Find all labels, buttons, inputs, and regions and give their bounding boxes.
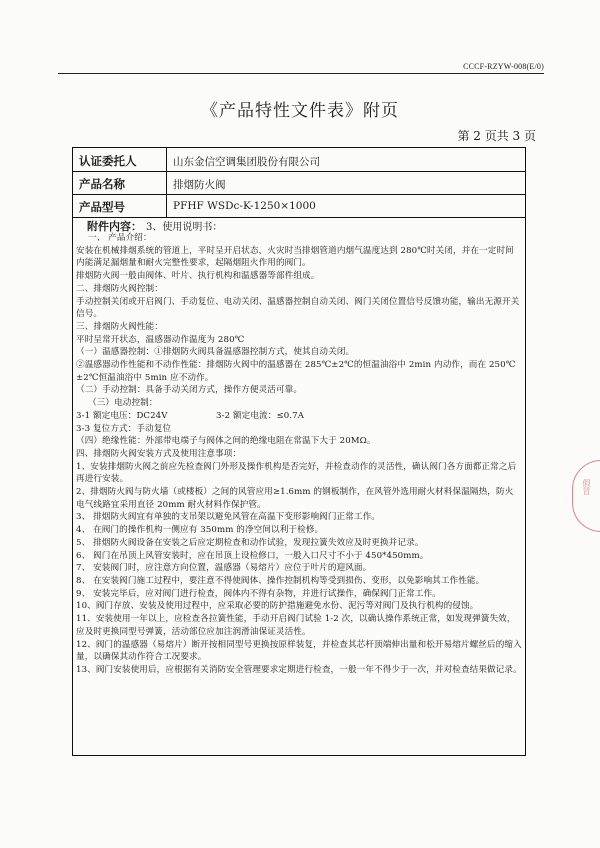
seal-stamp <box>572 460 600 532</box>
reset-method: 3-3 复位方式：手动复位 <box>76 423 172 434</box>
product-model-value: PFHF WSDc-K-1250×1000 <box>173 200 316 212</box>
list-item: 6、 阀门在吊顶上风管安装时，应在吊顶上设检修口，一般入口尺寸不小于 450*450mm。 <box>76 550 429 561</box>
paragraph: 安装在机械排烟系统的管道上，平时呈开启状态，火灾时当排烟管道内烟气温度达到 280℃时关闭，并在一定时间内能满足漏烟量和耐火完整性要求，起隔烟阻火作用的阀门。 <box>76 245 514 269</box>
row-divider <box>73 171 525 172</box>
list-item: 13、阀门安装使用后，应根据有关消防安全管理要求定期进行检查，一般一年不得少于一次，并对检查结果做记录。 <box>76 664 522 675</box>
list-item: 12、阀门的温感器（易熔片）断开按相同型号更换按原样装复，并检查其芯杆顶端伸出量和松开易熔片螺丝后的缩入量，以确保其动作符合工况要求。 <box>76 639 522 663</box>
list-item: 5、 排烟防火阀设备在安装之后应定期检查和动作试验，发现拉簧失效应及时更换并记录。 <box>76 537 424 548</box>
paragraph: 排烟防火阀一般由阀体、叶片、执行机构和温感器等部件组成。 <box>76 271 320 282</box>
paragraph: 手动控制关闭或开启阀门、手动复位、电动关闭、温感器控制自动关闭、阀门关闭位置信号反馈功能，输出无源开关信号。 <box>76 296 520 320</box>
paragraph: （四）绝缘性能：外部带电端子与阀体之间的绝缘电阻在常温下大于 20MΩ。 <box>76 436 376 447</box>
attachment-value: 3、使用说明书： <box>146 222 223 233</box>
paragraph: ②温感器动作性能和不动作性能：排烟防火阀中的温感器在 285℃±2℃的恒温油浴中 2min 内动作，而在 250℃±2℃恒温油浴中 5min 应不动作。 <box>76 360 516 383</box>
seal-text: 假冒 <box>582 479 591 495</box>
applicant-label: 认证委托人 <box>79 154 137 168</box>
list-item: 3、 排烟防火阀宜有单独的支吊架以避免风管在高温下变形影响阀门正常工作。 <box>76 512 380 523</box>
product-name-value: 排烟防火阀 <box>173 179 226 191</box>
list-item: 9、 安装完毕后，应对阀门进行检查，阀体内不得有杂物，并进行试操作，确保阀门正常工作。 <box>76 588 441 599</box>
row-divider <box>73 194 525 195</box>
document-title: 《产品特性文件表》附页 <box>201 101 399 121</box>
paragraph: （二）手动控制：具备手动关闭方式，操作方便灵活可靠。 <box>76 385 303 396</box>
section-heading: 三、排烟防火阀性能： <box>76 321 163 332</box>
list-item: 2、排烟防火阀与防火墙（或楼板）之间的风管应用≥1.6mm 的钢板制作，在风管外选用耐火材料保温隔热，防火电气线路宜采用直径 20mm 耐火材料作保护管。 <box>76 487 514 510</box>
paragraph: （一）温感器控制：①排烟防火阀具备温感器控制方式，使其自动关闭。 <box>76 347 355 358</box>
electrical-ratings-row <box>76 410 522 423</box>
label-column-divider <box>166 148 167 217</box>
section-heading: 一、 产品介绍： <box>88 233 152 243</box>
document-code: CCCF-RZYW-008(E/0) <box>463 62 544 71</box>
list-item: 7、 安装阀门时，应注意方向位置，温感器（易熔片）应位于叶片的迎风面。 <box>76 563 372 574</box>
section-heading: 二、排烟防火阀控制： <box>76 283 163 294</box>
rated-current: 3-2 额定电流：≤0.7A <box>216 410 305 421</box>
form-frame <box>72 147 526 756</box>
paragraph: （三）电动控制： <box>88 398 158 409</box>
header-rule <box>58 73 544 74</box>
paragraph: 平时呈常开状态，温感器动作温度为 280℃ <box>76 334 245 345</box>
list-item: 1、安装排烟防火阀之前应先检查阀门外形及操作机构是否完好，并检查动作的灵活性，确认阀门各方面都正常之后再进行安装。 <box>76 461 517 485</box>
applicant-value: 山东金信空调集团股份有限公司 <box>173 156 320 168</box>
list-item: 11、安装使用一年以上，应检查各拉簧性能，手动开启阀门试验 1-2 次，以确认操作系统正常，如发现弹簧失效，应及时更换同型号弹簧，活动部位应加注润滑油保证灵活性。 <box>76 614 516 637</box>
attachment-label: 附件内容： <box>87 220 142 233</box>
section-heading: 四、排烟防火阀安装方式及使用注意事项： <box>76 448 242 459</box>
list-item: 10、阀门存放、安装及使用过程中，应采取必要的防护措施避免水份、泥污等对阀门及执行机构的侵蚀。 <box>76 601 479 612</box>
list-item: 4、 在阀门的操作机构一侧应有 350mm 的净空间以利于检修。 <box>76 525 324 536</box>
page-number: 第 2 页共 3 页 <box>457 129 536 143</box>
product-name-label: 产品名称 <box>79 177 125 191</box>
product-model-label: 产品型号 <box>79 200 125 214</box>
rated-voltage: 3-1 额定电压：DC24V <box>76 410 168 421</box>
manual-content <box>76 232 522 677</box>
list-item: 8、 在安装阀门施工过程中，要注意不得使阀体、操作控制机构等受到损伤、变形，以免影响其工作性能。 <box>76 575 485 586</box>
